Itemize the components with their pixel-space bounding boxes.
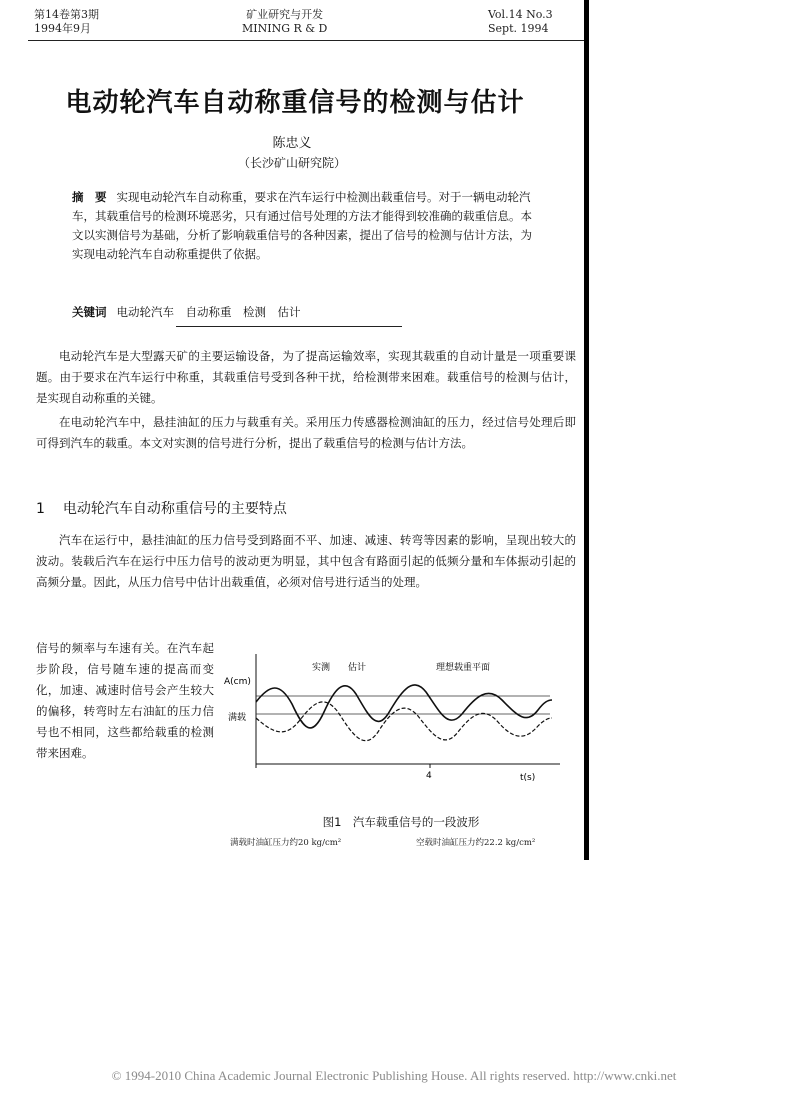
body-paragraph-3: 汽车在运行中，悬挂油缸的压力信号受到路面不平、加速、减速、转弯等因素的影响，呈现出较大的波动。装载后汽车在运行中压力信号的波动更为明显，其中包含有路面引起的低频分量和车体振动引起的高频分量。因此，从压力信号中估计出载重值，必须对信号进行适当的处理。	[36, 533, 576, 589]
date-en: Sept. 1994	[488, 22, 549, 35]
header-rule	[28, 40, 584, 41]
abstract	[72, 188, 540, 264]
volume-issue: 第14卷第3期	[34, 8, 99, 21]
waveform-plot	[220, 634, 582, 812]
body-paragraph-2: 在电动轮汽车中，悬挂油缸的压力与载重有关。采用压力传感器检测油缸的压力，经过信号处理后即可得到汽车的载重。本文对实测的信号进行分析，提出了载重信号的检测与估计方法。	[36, 415, 576, 450]
y-axis-label: A(cm)	[224, 677, 251, 687]
figure-1	[220, 634, 582, 848]
page-edge-bar	[584, 0, 589, 860]
label-full-load: 满载	[228, 713, 247, 723]
keywords-label: 关键词	[72, 305, 107, 319]
body-paragraph-4: 信号的频率与车速有关。在汽车起步阶段，信号随车速的提高而变化，加速、减速时信号会产生较大的偏移，转弯时左右油缸的压力信号也不相同，这些都给载重的检测带来困难。	[36, 641, 214, 760]
volume-number-en: Vol.14 No.3	[488, 8, 553, 21]
abstract-text: 实现电动轮汽车自动称重，要求在汽车运行中检测出载重信号。对于一辆电动轮汽车，其载重信号的检测环境恶劣，只有通过信号处理的方法才能得到较准确的载重信息。本文以实测信号为基础，分析了影响载重信号的各种因素，提出了信号的检测与估计方法，为实现电动轮汽车自动称重提供了依据。	[72, 190, 532, 261]
keywords	[72, 304, 540, 320]
waveform-estimated	[256, 702, 552, 741]
section-title: 电动轮汽车自动称重信号的主要特点	[62, 501, 287, 517]
label-measured: 实测	[312, 663, 331, 673]
journal-name	[242, 8, 327, 36]
label-ideal-plane: 理想载重平面	[436, 663, 491, 673]
body-paragraph-1: 电动轮汽车是大型露天矿的主要运输设备，为了提高运输效率，实现其载重的自动计量是一项重要课题。由于要求在汽车运行中称重，其载重信号受到各种干扰，给检测带来困难。载重信号的检测与估计，是实现自动称重的关键。	[36, 349, 576, 405]
x-tick-label: 4	[426, 771, 432, 781]
journal-volume-info	[34, 8, 99, 36]
x-axis-label: t(s)	[520, 773, 536, 783]
keywords-list: 电动轮汽车 自动称重 检测 估计	[116, 305, 301, 319]
author-affiliation: （长沙矿山研究院）	[237, 156, 346, 170]
abstract-label: 摘 要	[72, 190, 107, 204]
abstract-divider	[176, 326, 402, 327]
section-heading	[36, 498, 287, 518]
figure-note-2: 空载时油缸压力约22.2 kg/cm²	[416, 838, 536, 848]
label-estimated: 估计	[348, 663, 367, 673]
figure-note-1: 满载时油缸压力约20 kg/cm²	[230, 838, 342, 848]
journal-name-en: MINING R & D	[242, 22, 328, 35]
author-name: 陈忠义	[272, 136, 312, 151]
section-number: 1	[36, 501, 45, 517]
figure-caption: 图1 汽车载重信号的一段波形	[322, 815, 480, 829]
journal-volume-en	[488, 8, 553, 36]
waveform-measured	[256, 685, 552, 728]
paper-title: 电动轮汽车自动称重信号的检测与估计	[65, 88, 525, 118]
publication-date: 1994年9月	[34, 22, 91, 35]
copyright-footer: © 1994-2010 China Academic Journal Electronic Publishing House. All rights reserved. http://www.cnki.net	[111, 1068, 677, 1083]
journal-name-cn: 矿业研究与开发	[246, 8, 324, 21]
